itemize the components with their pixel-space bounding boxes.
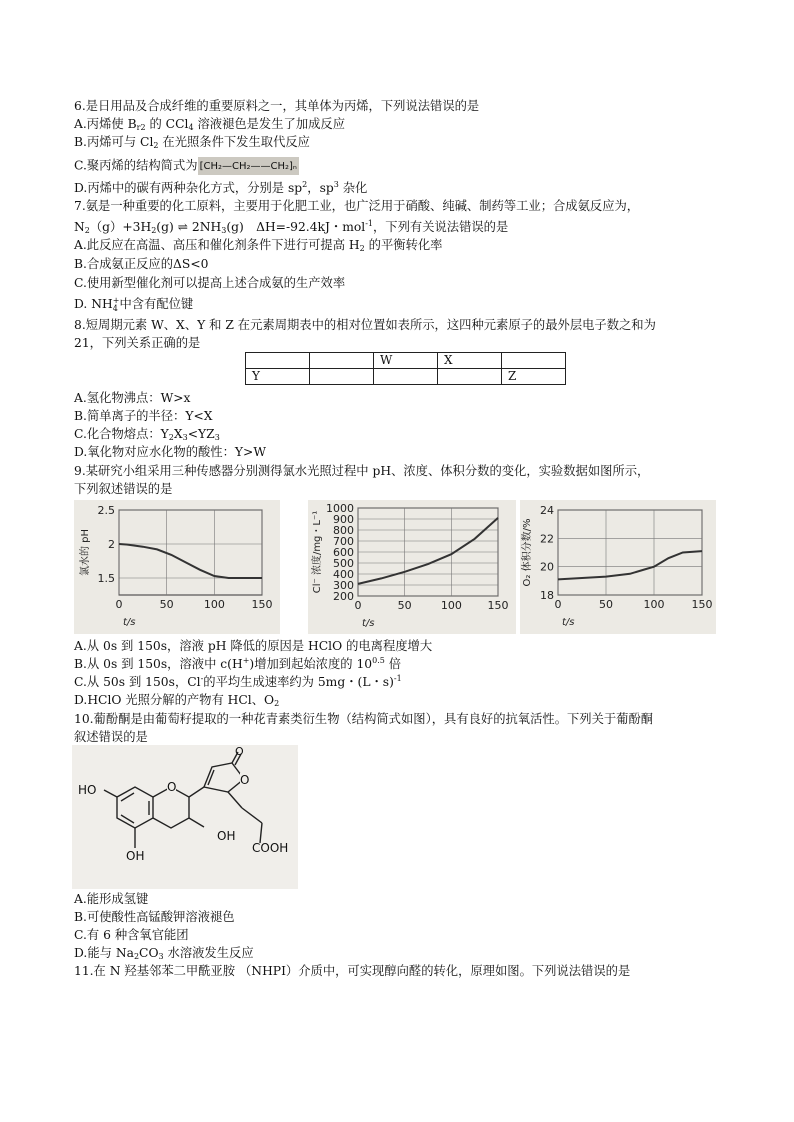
- q6-stem: 6.是日用品及合成纤维的重要原料之一，其单体为丙烯，下列说法错误的是: [74, 99, 480, 113]
- q7-option-c: C.使用新型催化剂可以提高上述合成氨的生产效率: [74, 276, 346, 290]
- q10-stem-line2: 叙述错误的是: [74, 730, 148, 744]
- x-axis-label: t/s: [362, 618, 375, 629]
- y-tick-label: 200: [333, 590, 354, 603]
- table-cell: X: [438, 353, 502, 369]
- table-cell: Y: [246, 369, 310, 385]
- q10-option-d: D.能与 $Na_2CO_3$ 水溶液发生反应: [74, 946, 254, 961]
- q8-option-c: C.化合物熔点：$Y_2X_3<YZ_3$: [74, 427, 220, 442]
- q7-option-a: A.此反应在高温、高压和催化剂条件下进行可提高 $H_2$ 的平衡转化率: [74, 238, 443, 253]
- y-tick-label: 24: [540, 504, 554, 517]
- q9-option-c: C.从 50s 到 150s，Cl-的平均生成速率约为 5mg・(L・s)$^{-1}$: [74, 674, 402, 689]
- lactone-oxygen-label: O: [240, 773, 250, 787]
- x-tick-label: 50: [397, 599, 412, 612]
- q6-option-b: B.丙烯可与 $Cl_2$ 在光照条件下发生取代反应: [74, 135, 310, 150]
- y-tick-label: 20: [540, 560, 554, 574]
- y-tick-label: 18: [540, 589, 554, 602]
- q10-option-c: C.有 6 种含氧官能团: [74, 928, 189, 942]
- q9-option-a: A.从 0s 到 150s，溶液 pH 降低的原因是 HClO 的电离程度增大: [74, 639, 433, 653]
- cooh-label: COOH: [252, 841, 289, 855]
- data-line: [558, 551, 702, 579]
- table-cell: [374, 369, 438, 385]
- x-tick-label: 0: [554, 598, 562, 611]
- table-row: [246, 353, 566, 369]
- x-tick-label: 0: [115, 598, 123, 611]
- x-tick-label: 150: [691, 598, 713, 611]
- q8-stem-line2: 21，下列关系正确的是: [74, 336, 201, 350]
- q8-stem-line1: 8.短周期元素 W、X、Y 和 Z 在元素周期表中的相对位置如表所示，这四种元素原子的最外层电子数之和为: [74, 318, 656, 332]
- q7-option-b: B.合成氨正反应的ΔS<0: [74, 257, 209, 271]
- y-tick-label: 1.5: [97, 572, 115, 585]
- y-axis-label: 氯水的 pH: [80, 528, 91, 577]
- y-tick-label: 1000: [326, 502, 354, 515]
- q9-stem-line2: 下列叙述错误的是: [74, 482, 173, 496]
- table-cell: [310, 369, 374, 385]
- y-tick-label: 600: [333, 546, 354, 559]
- table-row: [246, 369, 566, 385]
- x-tick-label: 150: [487, 599, 509, 612]
- y-tick-label: 2.5: [97, 504, 115, 517]
- q11-stem: 11.在 N 羟基邻苯二甲酰亚胺 （NHPI）介质中，可实现醇向醛的转化，原理如图。下列说法错误的是: [74, 964, 631, 978]
- table-cell: [310, 353, 374, 369]
- x-tick-label: 50: [599, 598, 613, 611]
- q10-stem-line1: 10.葡酚酮是由葡萄籽提取的一种花青素类衍生物（结构简式如图），具有良好的抗氧活性。下列关于葡酚酮: [74, 712, 654, 726]
- table-cell: [502, 353, 566, 369]
- y-tick-label: 700: [333, 535, 354, 548]
- q7-stem: 7.氨是一种重要的化工原料，主要用于化肥工业，也广泛用于硝酸、纯碱、制药等工业；合成氨反应为，: [74, 199, 640, 213]
- x-tick-label: 100: [440, 599, 462, 612]
- ho-label: HO: [78, 783, 97, 797]
- q9-option-d: D.HClO 光照分解的产物有 HCl、$O_2$: [74, 693, 280, 708]
- ring-oxygen-label: O: [167, 780, 177, 794]
- polymer-formula-image: [CH₂—CH₂——CH₂]ₙ: [198, 157, 299, 175]
- periodic-position-table: [245, 352, 566, 385]
- y-tick-label: 900: [333, 513, 354, 526]
- y-tick-label: 22: [540, 532, 554, 546]
- x-tick-label: 150: [251, 598, 273, 611]
- q8-option-b: B.简单离子的半径：Y<X: [74, 409, 213, 423]
- y-tick-label: 500: [333, 557, 354, 570]
- q7-equation: $N_2(g)+3H_2(g)$ ⇌ $2NH_3(g)$ ΔH=-92.4kJ・mol$^{-1}$，下列有关说法错误的是: [74, 219, 509, 235]
- q7-option-d: D. NH + 4 中含有配位键: [74, 296, 194, 313]
- y-tick-label: 400: [333, 568, 354, 581]
- benzene-ring: [117, 787, 153, 828]
- y-axis-label: Cl⁻ 浓度/mg・L⁻¹: [312, 510, 323, 594]
- oh-bottom-label: OH: [126, 849, 145, 863]
- x-tick-label: 100: [203, 598, 225, 611]
- q6-option-a: A.丙烯使 $B_{r2}$ 的 CCl$_4$ 溶液褪色是发生了加成反应: [74, 117, 346, 132]
- x-axis-label: t/s: [562, 617, 575, 628]
- q6-option-d: D.丙烯中的碳有两种杂化方式，分别是 $sp^2$，$sp^3$ 杂化: [74, 180, 368, 195]
- x-axis-label: t/s: [123, 617, 136, 628]
- q6-option-c: C.聚丙烯的结构简式为 [CH₂—CH₂——CH₂]ₙ: [74, 157, 299, 175]
- q10-option-b: B.可使酸性高锰酸钾溶液褪色: [74, 910, 235, 924]
- q8-option-a: A.氢化物沸点：W>x: [74, 391, 191, 405]
- q8-option-d: D.氧化物对应水化物的酸性：Y>W: [74, 445, 266, 459]
- q9-option-b: B.从 0s 到 150s，溶液中 c(H+)增加到起始浓度的 $10^{0.5}$ 倍: [74, 656, 402, 671]
- y-axis-label: O₂ 体积分数/%: [522, 518, 533, 587]
- table-cell: Z: [502, 369, 566, 385]
- grapefruit-structure-diagram: [72, 745, 298, 889]
- q9-stem-line1: 9.某研究小组采用三种传感器分别测得氯水光照过程中 pH、浓度、体积分数的变化，实验数据如图所示，: [74, 464, 650, 478]
- equilibrium-arrow: ⇌: [177, 220, 188, 234]
- x-tick-label: 50: [159, 598, 174, 611]
- x-tick-label: 100: [643, 598, 665, 611]
- chart-oxygen: [520, 500, 716, 634]
- chart-chloride: [308, 500, 516, 634]
- table-cell: [246, 353, 310, 369]
- table-cell: W: [374, 353, 438, 369]
- carbonyl-oxygen-label: O: [235, 745, 244, 758]
- x-tick-label: 0: [354, 599, 362, 612]
- y-tick-label: 300: [333, 579, 354, 592]
- lactone-ring: [204, 763, 244, 792]
- table-cell: [438, 369, 502, 385]
- q10-option-a: A.能形成氢键: [74, 892, 149, 906]
- plot-frame: [119, 510, 262, 595]
- data-line: [119, 544, 262, 578]
- chart-ph: [74, 500, 280, 634]
- y-tick-label: 2: [108, 538, 115, 551]
- oh-mid-label: OH: [217, 829, 236, 843]
- y-tick-label: 800: [333, 524, 354, 537]
